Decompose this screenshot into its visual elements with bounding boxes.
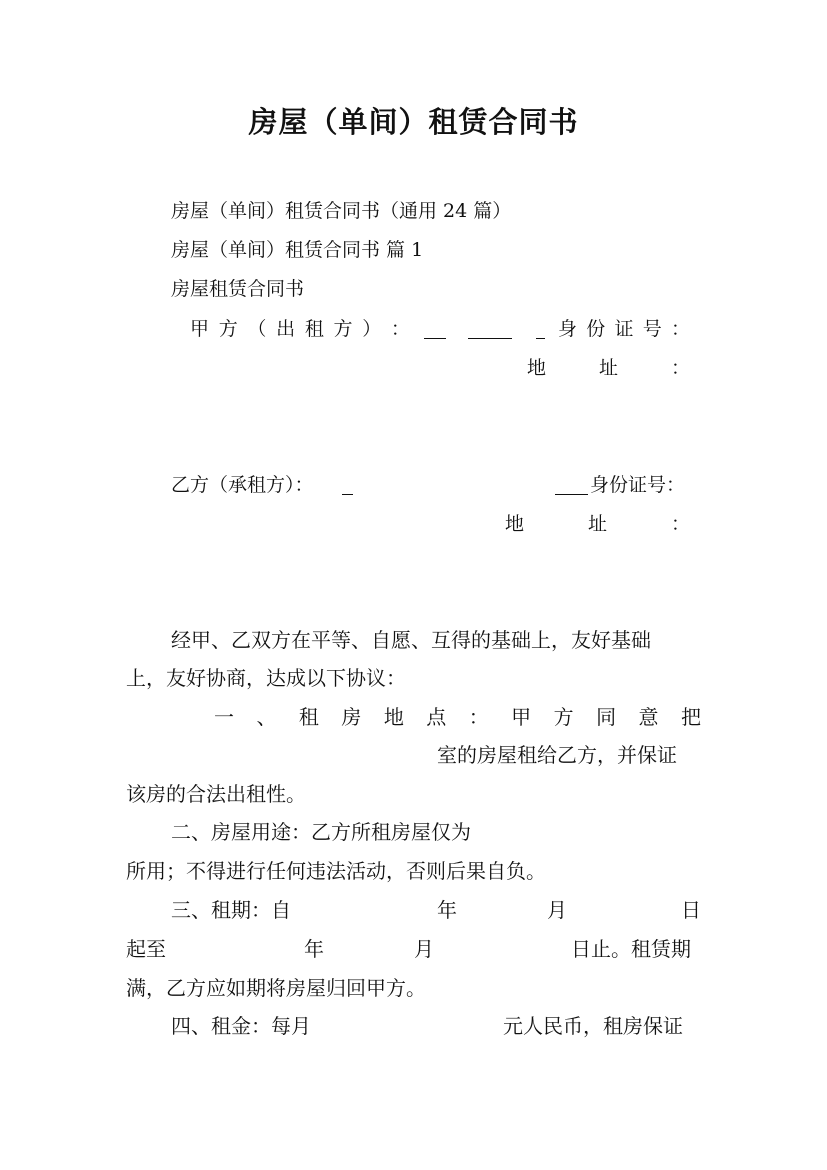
party-a-name-blank xyxy=(424,320,446,343)
document-title: 房屋（单间）租赁合同书 xyxy=(248,105,579,139)
party-a-label: 甲 方 （ 出 租 方 ） ： xyxy=(190,318,410,340)
paragraph-preamble-line-2: 上，友好协商，达成以下协议： xyxy=(126,666,406,690)
party-b-name-blank xyxy=(342,476,353,499)
subtitle-article: 房屋（单间）租赁合同书 篇 1 xyxy=(171,239,424,261)
party-b-address-label: 地 址 ： xyxy=(505,513,690,535)
party-a-address-label: 地 址 ： xyxy=(527,357,690,379)
clause-4-rent-amount: 元人民币，租房保证 xyxy=(503,1014,683,1038)
paragraph-preamble-line-1: 经甲、乙双方在平等、自愿、互得的基础上，友好基础 xyxy=(171,628,651,652)
subtitle-contract: 房屋租赁合同书 xyxy=(171,278,305,300)
party-a-name-blank-2 xyxy=(468,320,512,343)
clause-1-location-line-2: 室的房屋租给乙方，并保证 xyxy=(437,743,677,767)
subtitle-collection: 房屋（单间）租赁合同书（通用 24 篇） xyxy=(171,200,512,222)
party-a-id-blank xyxy=(536,320,545,343)
clause-4-rent-label: 四、租金：每月 xyxy=(171,1014,311,1038)
clause-3-start-year: 年 xyxy=(437,898,457,922)
party-a-id-label: 身 份 证 号 ： xyxy=(558,318,690,340)
clause-3-term-label: 三、租期：自 xyxy=(171,898,291,922)
clause-3-end-day: 日止。租赁期 xyxy=(571,937,691,961)
clause-3-until: 起至 xyxy=(126,937,166,961)
clause-3-end-year: 年 xyxy=(304,937,324,961)
clause-3-start-month: 月 xyxy=(547,898,567,922)
clause-3-end-month: 月 xyxy=(414,937,434,961)
clause-3-start-day: 日 xyxy=(681,898,701,922)
clause-2-usage-line-2: 所用；不得进行任何违法活动，否则后果自负。 xyxy=(126,859,546,883)
party-b-id-label: 身份证号： xyxy=(590,474,686,496)
clause-3-term-line-3: 满，乙方应如期将房屋归回甲方。 xyxy=(126,976,426,1000)
party-b-label: 乙方（承租方）： xyxy=(171,474,314,496)
party-b-id-blank xyxy=(555,476,588,499)
clause-2-usage-line-1: 二、房屋用途：乙方所租房屋仅为 xyxy=(171,820,471,844)
clause-1-location-line-3: 该房的合法出租性。 xyxy=(126,782,306,806)
clause-1-location-line-1: 一 、 租 房 地 点 ： 甲 方 同 意 把 xyxy=(214,705,701,729)
